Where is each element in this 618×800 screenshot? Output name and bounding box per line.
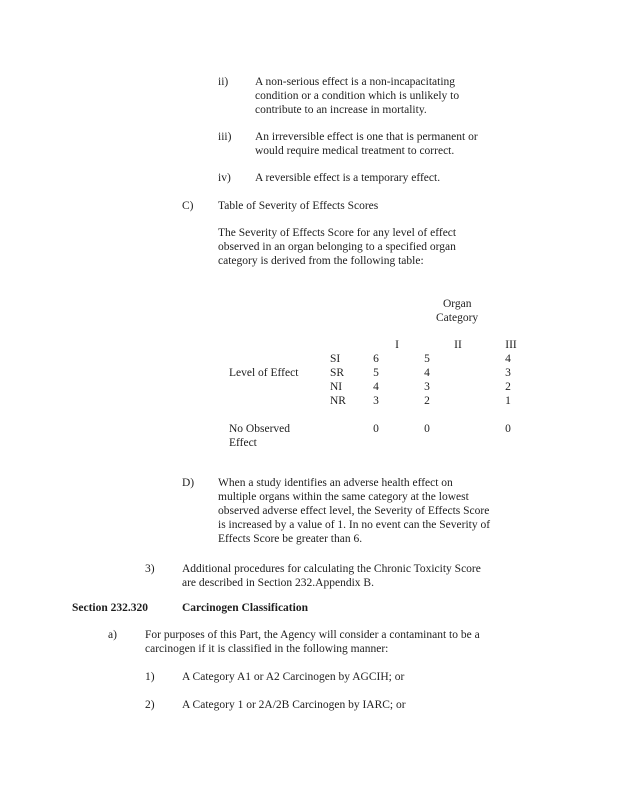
section-c-line: category is derived from the following table: [218,255,424,267]
table-cell: 2 [505,381,511,393]
section-d-line: When a study identifies an adverse health effect on [218,477,453,489]
table-cell: 3 [505,367,511,379]
section-title: Carcinogen Classification [182,602,308,614]
section-d-line: is increased by a value of 1. In no event can the Severity of [218,519,491,531]
table-cell: 4 [373,381,379,393]
section-number: Section 232.320 [72,602,149,614]
section-c-line: The Severity of Effects Score for any level of effect [218,227,457,239]
item-ii-line: condition or a condition which is unlikely to [255,90,460,102]
table-cell: 5 [373,367,379,379]
category-header: I [395,339,399,351]
item-ii-line: A non-serious effect is a non-incapacitating [255,76,456,88]
table-cell: 3 [424,381,430,393]
table-cell: 4 [505,353,511,365]
organ-header: Organ [443,298,472,310]
row-code: NR [330,395,346,407]
no-effect-label: Effect [229,437,257,449]
organ-header: Category [436,312,479,324]
item-iii-marker: iii) [218,131,232,143]
list-item: A Category 1 or 2A/2B Carcinogen by IARC; or [182,699,406,711]
section-d-line: Effects Score be greater than 6. [218,533,363,545]
item-3-line: are described in Section 232.Appendix B. [182,577,374,589]
category-header: II [454,339,462,351]
table-cell: 0 [424,423,430,435]
para-a-line: For purposes of this Part, the Agency will consider a contaminant to be a [145,629,480,641]
row-code: SR [330,367,345,379]
list-item: A Category A1 or A2 Carcinogen by AGCIH; or [182,671,405,683]
item-3-marker: 3) [145,563,155,575]
section-d-line: multiple organs within the same category at the lowest [218,491,469,503]
no-effect-label: No Observed [229,423,290,435]
item-ii-line: contribute to an increase in mortality. [255,104,427,116]
table-cell: 1 [505,395,511,407]
table-cell: 3 [373,395,379,407]
list-marker: 1) [145,671,155,683]
level-of-effect-label: Level of Effect [229,367,299,379]
row-code: SI [330,353,341,365]
list-marker: 2) [145,699,155,711]
table-cell: 4 [424,367,430,379]
item-iv-marker: iv) [218,172,231,184]
item-iv-line: A reversible effect is a temporary effect. [255,172,441,184]
para-a-marker: a) [108,629,117,641]
item-ii-marker: ii) [218,76,229,88]
section-c-marker: C) [182,200,194,212]
section-d-line: observed adverse effect level, the Severity of Effects Score [218,505,490,517]
category-header: III [505,339,517,351]
table-cell: 5 [424,353,430,365]
section-c-heading: Table of Severity of Effects Scores [218,200,379,212]
section-c-line: observed in an organ belonging to a specified organ [218,241,456,253]
table-cell: 0 [505,423,511,435]
item-iii-line: would require medical treatment to correct. [255,145,455,157]
item-iii-line: An irreversible effect is one that is permanent or [255,131,478,143]
table-cell: 6 [373,353,379,365]
table-cell: 2 [424,395,430,407]
para-a-line: carcinogen if it is classified in the following manner: [145,643,389,655]
item-3-line: Additional procedures for calculating the Chronic Toxicity Score [182,563,481,575]
table-cell: 0 [373,423,379,435]
row-code: NI [330,381,343,393]
section-d-marker: D) [182,477,195,489]
